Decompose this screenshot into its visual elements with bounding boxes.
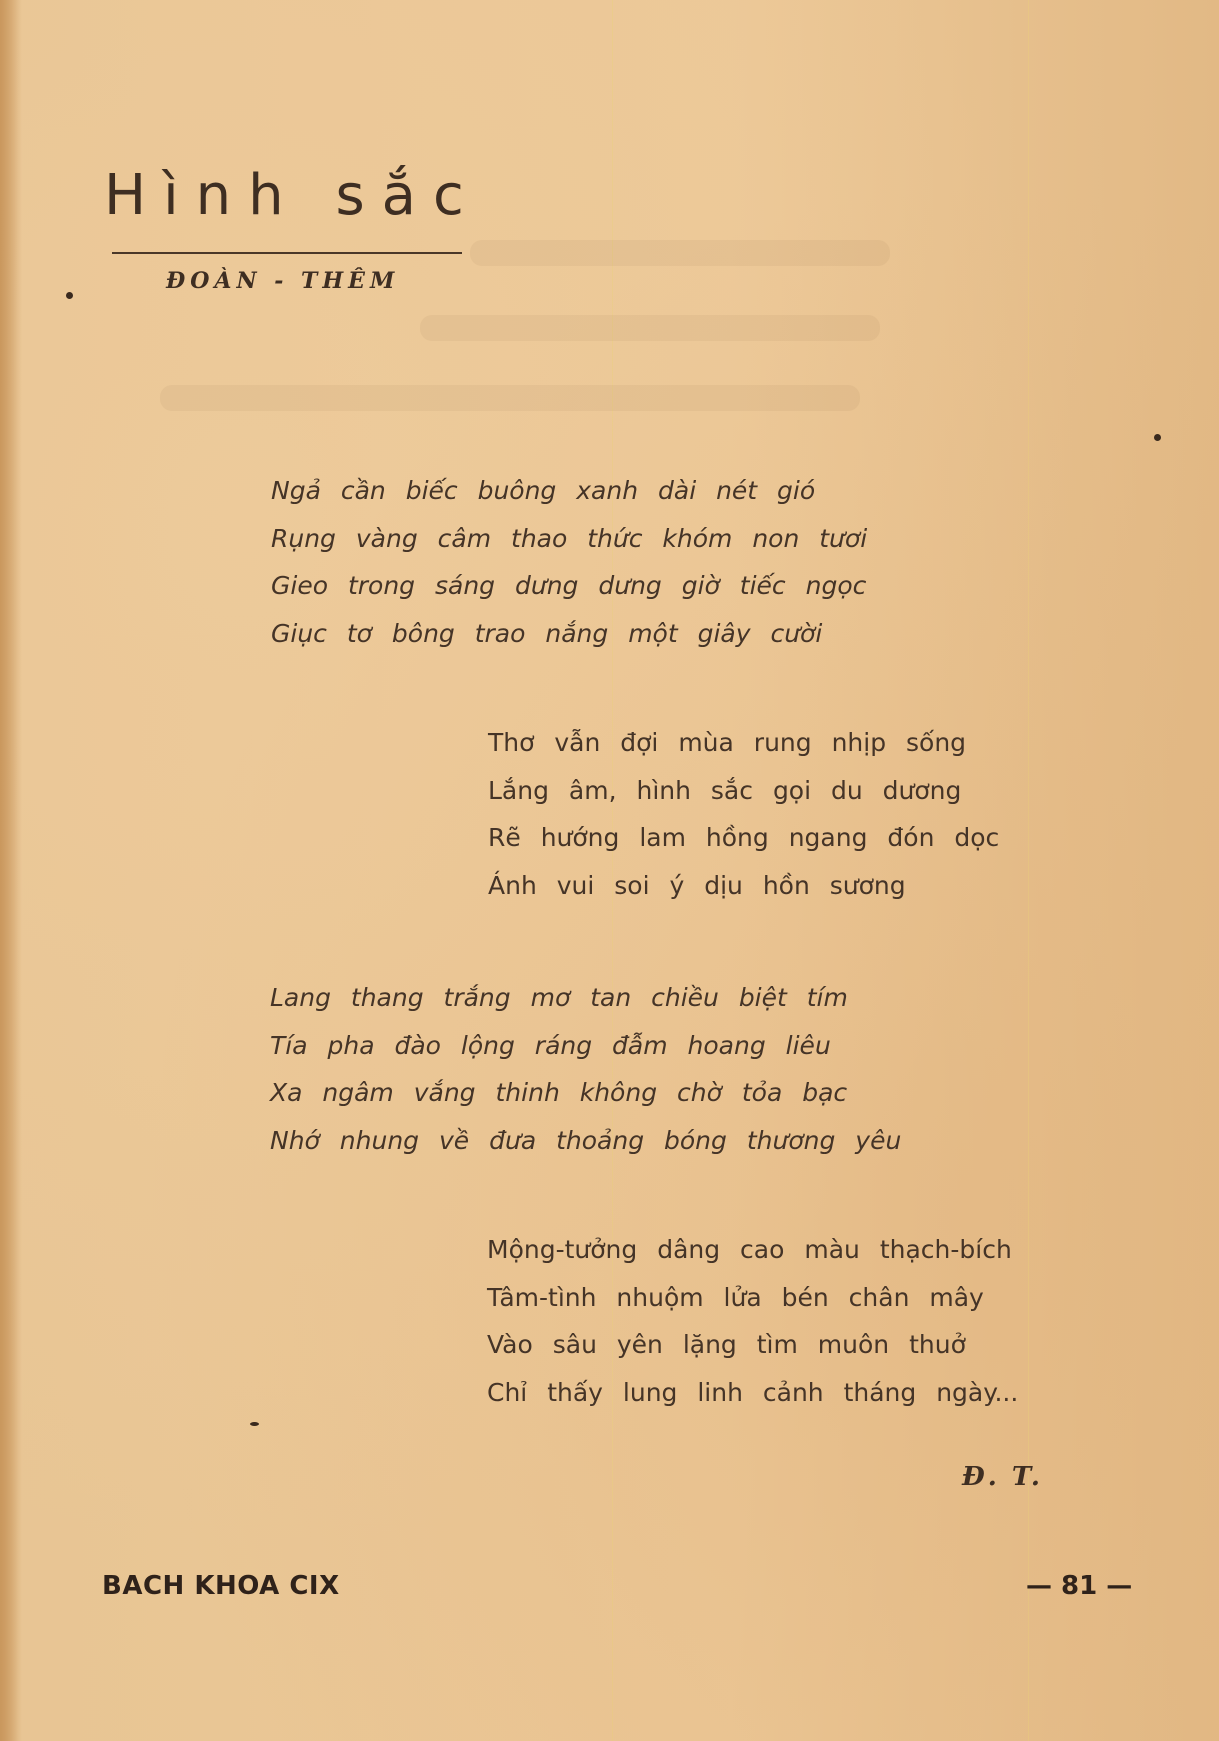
poem-line: Chỉ thấy lung linh cảnh tháng ngày... <box>487 1377 1019 1407</box>
bleed-through-text <box>470 240 890 266</box>
poem-line: Thơ vẫn đợi mùa rung nhịp sống <box>488 728 967 757</box>
poem-stanza-3 <box>270 974 901 1164</box>
poem-stanza-2 <box>488 719 999 909</box>
poem-line: Nhớ nhung về đưa thoảng bóng thương yêu <box>270 1125 902 1155</box>
poem-signature: Đ. T. <box>962 1462 1043 1492</box>
poem-line: Ngả cần biếc buông xanh dài nét gió <box>271 476 816 505</box>
poem-line: Rẽ hướng lam hồng ngang đón dọc <box>488 823 1000 852</box>
poem-line: Xa ngâm vắng thinh không chờ tỏa bạc <box>270 1078 848 1107</box>
poem-line: Tía pha đào lộng ráng đẫm hoang liêu <box>270 1030 831 1060</box>
page-edge-shadow <box>0 0 22 1741</box>
poem-line: Mộng-tưởng dâng cao màu thạch-bích <box>487 1235 1012 1264</box>
bleed-through-text <box>420 315 880 341</box>
poem-line: Lắng âm, hình sắc gọi du dương <box>488 775 962 805</box>
poem-line: Vào sâu yên lặng tìm muôn thuở <box>487 1330 966 1359</box>
publication-name: BACH KHOA CIX <box>102 1571 340 1601</box>
poem-line: Tâm-tình nhuộm lửa bén chân mây <box>487 1282 984 1312</box>
poem-stanza-1 <box>271 467 867 657</box>
ink-speck <box>250 1422 259 1426</box>
bleed-through-text <box>160 385 860 411</box>
poem-author: ĐOÀN - THÊM <box>166 268 400 294</box>
poem-line: Gieo trong sáng dưng dưng giờ tiếc ngọc <box>271 571 867 600</box>
poem-title: Hình sắc <box>104 163 481 228</box>
ink-speck <box>66 292 73 299</box>
title-underline <box>112 252 462 254</box>
poem-line: Giục tơ bông trao nắng một giây cười <box>271 618 823 648</box>
page-number: — 81 — <box>1026 1571 1133 1601</box>
ink-speck <box>1154 434 1161 441</box>
poem-line: Lang thang trắng mơ tan chiều biệt tím <box>270 983 848 1012</box>
poem-line: Rụng vàng câm thao thức khóm non tươi <box>271 523 868 553</box>
poem-line: Ánh vui soi ý dịu hồn sương <box>488 870 906 900</box>
poem-stanza-4 <box>487 1226 1018 1416</box>
